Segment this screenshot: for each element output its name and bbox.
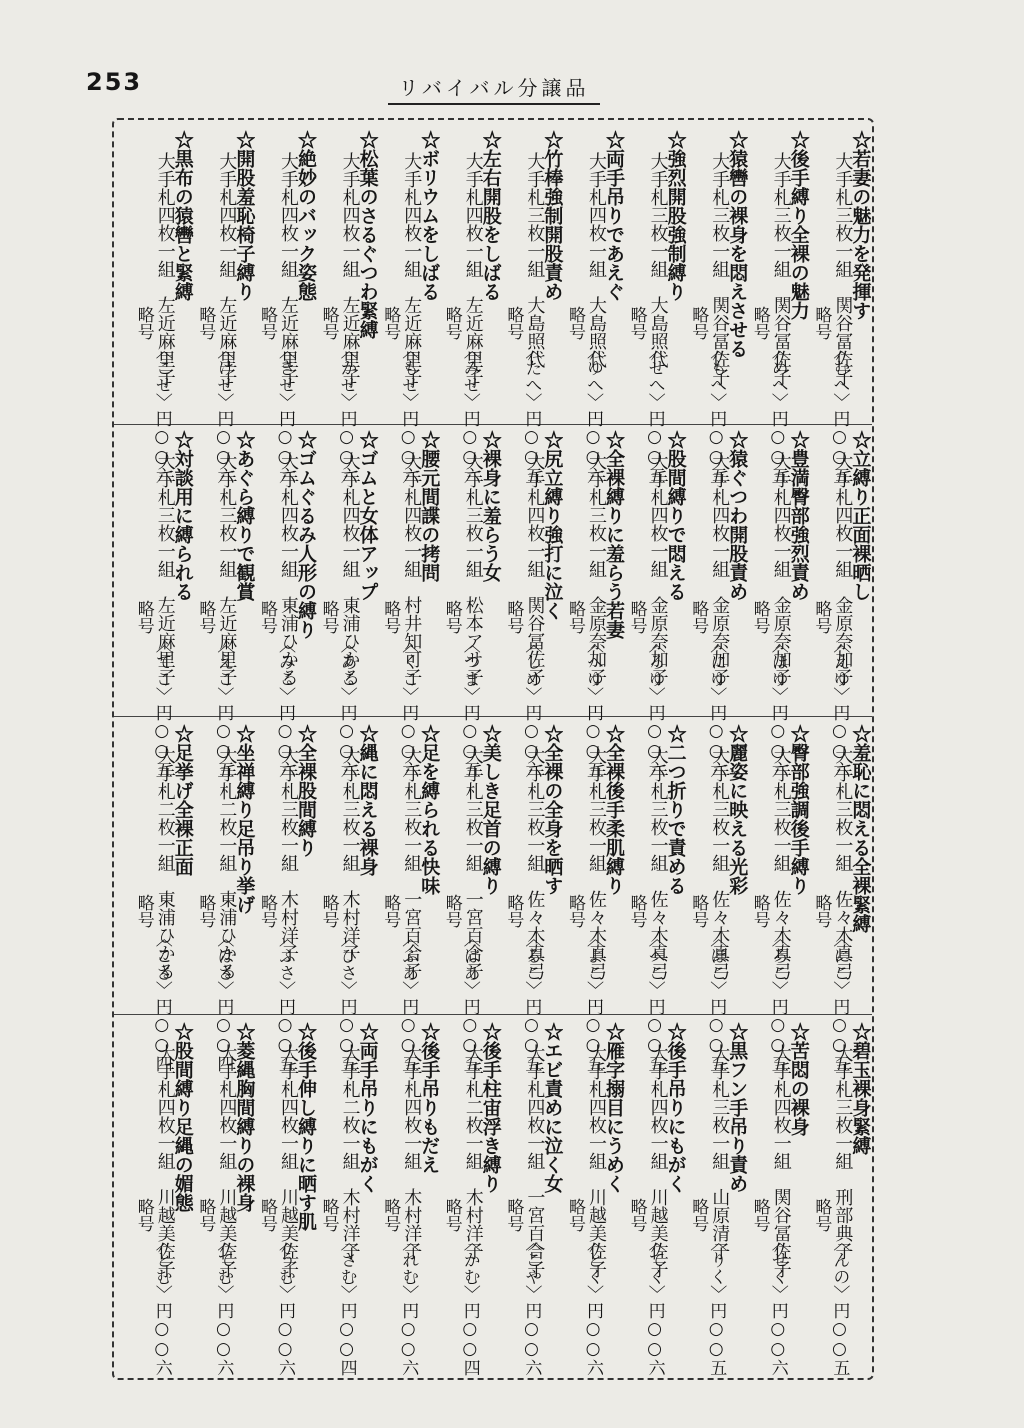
- listing-price: 〈ろゆ〉円○○六: [644, 636, 665, 778]
- listing-price: 〈てむ〉円○○六: [213, 1234, 234, 1376]
- listing-price: 〈ろこ〉円○○五: [767, 930, 788, 1072]
- listing-price: 〈へこ〉円○○五: [644, 930, 665, 1072]
- listing-code: 略号: [257, 1198, 277, 1232]
- listing-entry: [810, 724, 872, 1072]
- listing-code: 略号: [688, 306, 709, 340]
- listing-title: ☆裸身に羞らう女: [479, 430, 502, 582]
- listing-entry: [564, 430, 626, 778]
- listing-title: ☆猿ぐつわ開股責め: [726, 430, 749, 601]
- listing-code: 略号: [503, 600, 524, 634]
- listing-details: 大手札三枚一組 佐々木真弓: [770, 746, 792, 980]
- listing-code: 略号: [565, 1198, 585, 1232]
- listing-code: 略号: [626, 306, 647, 340]
- listing-details: 大手札二枚一組 木村洋子: [339, 1044, 361, 1260]
- listing-details: 大手札三枚一組 金原奈加子: [586, 452, 607, 686]
- listing-code: 略号: [811, 894, 832, 928]
- page-number: 253: [86, 68, 143, 96]
- listing-details: 大手札三枚一組 佐々木真弓: [647, 746, 669, 980]
- listing-code: 略号: [811, 1198, 832, 1232]
- listing-entry: [318, 724, 380, 1072]
- listing-title: ☆足挙げ全裸正面: [171, 724, 194, 876]
- listing-title: ☆後手縛り全裸の魅力: [787, 130, 810, 320]
- listing-details: 大手札四枚一組 金原奈加子: [709, 452, 731, 686]
- listing-price: 〈もせ〉円○○六: [398, 342, 419, 484]
- listing-code: 略号: [257, 894, 277, 928]
- listing-title: ☆黒布の猿轡と緊縛: [171, 130, 194, 301]
- listing-entry: [687, 130, 749, 484]
- listing-details: 大手札四枚一組 大島照代: [586, 152, 607, 368]
- listing-details: 大手札三枚一組 左近麻里子: [216, 452, 238, 686]
- listing-price: 〈うむ〉円○○六: [275, 1234, 295, 1376]
- listing-price: 〈きせ〉円○○六: [275, 342, 295, 484]
- listing-title: ☆股間縛り足縄の媚態: [171, 1022, 194, 1212]
- listing-entry: [749, 430, 811, 778]
- listing-entry: [564, 724, 626, 1072]
- listing-title: ☆両手吊りであえぐ: [603, 130, 625, 301]
- listing-entry: [626, 130, 688, 484]
- listing-title: ☆あぐら縛りで観賞: [233, 430, 256, 601]
- listing-price: 〈れむ〉円○○六: [398, 1234, 419, 1376]
- listing-details: 大手札三枚一組 松本アサ子: [462, 452, 484, 686]
- listing-entry: [379, 430, 441, 778]
- listing-details: 大手札四枚一組 川越美佐子: [154, 1044, 176, 1278]
- listing-title: ☆碧玉裸身緊縛: [849, 1022, 872, 1155]
- listing-title: ☆エビ責めに泣く女: [541, 1022, 564, 1193]
- listing-price: 〈あこ〉円○○六: [336, 636, 357, 778]
- listing-entry: [441, 430, 503, 778]
- listing-details: 大手札三枚一組 一宮百合子: [462, 746, 484, 980]
- listing-details: 大手札四枚一組 金原奈加子: [770, 452, 792, 686]
- listing-price: 〈ほゆ〉円○○六: [767, 636, 788, 778]
- listing-price: 〈にゆ〉円○○六: [706, 636, 727, 778]
- listing-code: 略号: [380, 894, 401, 928]
- listing-title: ☆開股羞恥椅子縛り: [233, 130, 256, 301]
- listing-entry: [687, 430, 749, 778]
- listing-code: 略号: [688, 600, 709, 634]
- listing-entry: [626, 430, 688, 778]
- listing-entry: [810, 430, 872, 778]
- listing-entry: [256, 1022, 318, 1376]
- listing-entry: [749, 130, 811, 484]
- listing-details: 大手札四枚一組 金原奈加子: [647, 452, 669, 686]
- listing-title: ☆豊満臀部強烈責め: [787, 430, 810, 601]
- listing-details: 大手札三枚一組 一宮百合子: [401, 746, 423, 980]
- listing-code: 略号: [257, 306, 277, 340]
- listing-details: 大手札三枚一組 山原清子: [709, 1044, 731, 1260]
- listing-code: 略号: [749, 306, 770, 340]
- listing-price: 〈えゆ〉円○○六: [829, 636, 850, 778]
- listing-code: 略号: [380, 306, 401, 340]
- listing-entry: [502, 1022, 564, 1376]
- listing-price: 〈よこ〉円○○五: [583, 930, 603, 1072]
- listing-code: 略号: [257, 600, 277, 634]
- listing-code: 略号: [503, 306, 524, 340]
- listing-price: 〈もへ〉円○○五: [706, 342, 727, 484]
- listing-title: ☆ゴムぐるみ人形の縛り: [295, 430, 317, 639]
- listing-price: 〈えこ〉円○○五: [213, 636, 234, 778]
- listing-details: 大手札二枚一組 東浦ひかる: [154, 746, 176, 980]
- listing-entry: [502, 430, 564, 778]
- listing-entry: [194, 1022, 256, 1376]
- listing-details: 大手札四枚一組 左近麻里子: [216, 152, 238, 386]
- listing-code: 略号: [133, 306, 154, 340]
- listing-code: 略号: [565, 600, 585, 634]
- listing-title: ☆若妻の魅力を発揮す: [849, 130, 872, 320]
- listing-title: ☆立縛り正面裸晒し: [849, 430, 872, 601]
- listing-entry: [194, 130, 256, 484]
- listing-title: ☆二つ折りで責める: [664, 724, 687, 895]
- listing-title: ☆全裸後手柔肌縛り: [603, 724, 625, 895]
- listing-details: 大手札四枚一組 関谷冨佐子: [524, 452, 546, 686]
- listing-price: 〈てこ〉円○○五: [151, 636, 172, 778]
- listing-details: 大手札三枚一組 木村洋子: [339, 746, 361, 962]
- listing-title: ☆腰元間諜の拷問: [418, 430, 441, 582]
- listing-entry: [318, 130, 380, 484]
- listing-price: 〈かむ〉円○○四: [459, 1234, 480, 1376]
- listing-code: 略号: [195, 894, 216, 928]
- listing-title: ☆絶妙のバック姿態: [295, 130, 317, 301]
- listing-code: 略号: [133, 1198, 154, 1232]
- listing-title: ☆竹棒強制開股責め: [541, 130, 564, 301]
- listing-title: ☆菱縄胸間縛りの裸身: [233, 1022, 256, 1212]
- listing-entry: [687, 1022, 749, 1376]
- listing-price: 〈くこ〉円○○六: [398, 636, 419, 778]
- listing-details: 大手札三枚一組 佐々木真弓: [524, 746, 546, 980]
- listing-price: 〈けせ〉円○○六: [213, 342, 234, 484]
- listing-details: 大手札四枚一組 左近麻里子: [278, 152, 299, 386]
- listing-code: 略号: [626, 894, 647, 928]
- listing-title: ☆対談用に縛られる: [171, 430, 194, 601]
- listing-entry: [133, 130, 195, 484]
- catalog-section: [114, 1022, 872, 1376]
- listing-entry: [441, 1022, 503, 1376]
- listing-title: ☆両手吊りにもがく: [356, 1022, 379, 1193]
- listing-entry: [626, 724, 688, 1072]
- listing-details: 大手札四枚一組 東浦ひかる: [278, 452, 299, 686]
- listing-price: 〈とむ〉円○○六: [151, 1234, 172, 1376]
- listing-price: 〈るこ〉円○○五: [521, 930, 542, 1072]
- listing-code: 略号: [565, 894, 585, 928]
- listing-entry: [810, 1022, 872, 1376]
- listing-details: 大手札四枚一組 左近麻里子: [154, 152, 176, 386]
- listing-details: 大手札三枚一組 関谷冨佐子: [832, 152, 854, 386]
- listing-details: 大手札三枚一組 大島照代: [647, 152, 669, 368]
- listing-title: ☆後手柱宙浮き縛り: [479, 1022, 502, 1193]
- listing-entry: [256, 130, 318, 484]
- listing-details: 大手札三枚一組 佐々木真弓: [709, 746, 731, 980]
- listing-code: 略号: [380, 1198, 401, 1232]
- listing-price: 〈みせ〉円○○六: [459, 342, 480, 484]
- listing-code: 略号: [749, 1198, 770, 1232]
- listing-entry: [256, 430, 318, 778]
- listing-title: ☆強烈開股強制縛り: [664, 130, 687, 301]
- listing-title: ☆後手伸し縛りに晒す肌: [295, 1022, 317, 1231]
- listing-price: 〈かせ〉円○○六: [336, 342, 357, 484]
- listing-details: 大手札三枚一組 大島照代: [524, 152, 546, 368]
- listing-details: 大手札四枚一組 左近麻里子: [462, 152, 484, 386]
- listing-code: 略号: [688, 1198, 709, 1232]
- listing-details: 大手札三枚一組 木村洋子: [278, 746, 299, 962]
- listing-price: 〈んの〉円○○五: [829, 1234, 850, 1376]
- listing-entry: [379, 724, 441, 1072]
- listing-code: 略号: [318, 306, 339, 340]
- listing-title: ☆黒フン手吊り責め: [726, 1022, 749, 1193]
- listing-entry: [626, 1022, 688, 1376]
- listing-entry: [256, 724, 318, 1072]
- listing-price: 〈さむ〉円○○四: [336, 1234, 357, 1376]
- listing-title: ☆ボリウムをしばる: [418, 130, 441, 301]
- listing-price: 〈ほこ〉円○○五: [706, 930, 727, 1072]
- listing-title: ☆美しき足首の縛り: [479, 724, 502, 895]
- listing-details: 大手札四枚一組 川越美佐子: [647, 1044, 669, 1278]
- listing-details: 大手札四枚一組 川越美佐子: [216, 1044, 238, 1278]
- listing-title: ☆雁字搦目にうめく: [603, 1022, 625, 1193]
- listing-price: 〈こや〉円○○六: [521, 1234, 542, 1376]
- listing-entry: [749, 1022, 811, 1376]
- listing-code: 略号: [318, 894, 339, 928]
- listing-title: ☆臀部強調後手縛り: [787, 724, 810, 895]
- listing-title: ☆坐禅縛り足吊り挙げ: [233, 724, 256, 914]
- running-head: リバイバル分譲品: [388, 72, 600, 105]
- catalog-section: [114, 430, 872, 778]
- listing-title: ☆猿轡の裸身を悶えさせる: [726, 130, 749, 358]
- listing-price: 〈てく〉円○○六: [644, 1234, 665, 1376]
- listing-entry: [749, 724, 811, 1072]
- listing-title: ☆全裸股間縛り: [295, 724, 317, 857]
- listing-details: 大手札四枚一組 東浦ひかる: [339, 452, 361, 686]
- listing-details: 大手札三枚一組 左近麻里子: [154, 452, 176, 686]
- listing-entry: [810, 130, 872, 484]
- listing-entry: [194, 724, 256, 1072]
- listing-details: 大手札四枚一組 木村洋子: [401, 1044, 423, 1260]
- listing-entry: [379, 130, 441, 484]
- listing-code: 略号: [811, 306, 832, 340]
- listing-title: ☆足を縛られる快味: [418, 724, 441, 895]
- listing-code: 略号: [626, 600, 647, 634]
- catalog-section: [114, 724, 872, 1072]
- listing-price: 〈はあ〉円○○五: [459, 930, 480, 1072]
- listing-price: 〈こせ〉円○○六: [151, 342, 172, 484]
- listing-price: 〈ゆへ〉円○○六: [583, 342, 603, 484]
- listing-price: 〈せく〉円○○六: [767, 1234, 788, 1376]
- listing-price: 〈ふあ〉円○○五: [398, 930, 419, 1072]
- listing-entry: [687, 724, 749, 1072]
- listing-price: 〈とく〉円○○六: [583, 1234, 603, 1376]
- listing-title: ☆苦悶の裸身: [787, 1022, 810, 1136]
- listing-code: 略号: [195, 600, 216, 634]
- listing-price: 〈りく〉円○○五: [706, 1234, 727, 1376]
- listing-code: 略号: [441, 306, 462, 340]
- listing-price: 〈にこ〉円○○五: [829, 930, 850, 1072]
- listing-price: 〈せへ〉円○○五: [644, 342, 665, 484]
- listing-title: ☆縄に悶える裸身: [356, 724, 379, 876]
- listing-details: 大手札四枚一組 村井知可子: [401, 452, 423, 686]
- listing-price: 〈ひさ〉円○○五: [336, 930, 357, 1072]
- listing-details: 大手札四枚一組 金原奈加子: [832, 452, 854, 686]
- listing-title: ☆左右開股をしばる: [479, 130, 502, 301]
- listing-code: 略号: [133, 600, 154, 634]
- listing-code: 略号: [441, 600, 462, 634]
- listing-details: 大手札三枚一組 関谷冨佐子: [709, 152, 731, 386]
- listing-price: 〈はさ〉円○○四: [213, 930, 234, 1072]
- listing-code: 略号: [441, 894, 462, 928]
- listing-price: 〈たへ〉円○○五: [521, 342, 542, 484]
- listing-entry: [318, 1022, 380, 1376]
- listing-title: ☆後手吊りにもがく: [664, 1022, 687, 1193]
- listing-price: 〈しめ〉円○○六: [521, 636, 542, 778]
- listing-code: 略号: [749, 600, 770, 634]
- listing-code: 略号: [503, 894, 524, 928]
- listing-entry: [379, 1022, 441, 1376]
- listing-price: 〈めへ〉円○○五: [767, 342, 788, 484]
- listing-code: 略号: [811, 600, 832, 634]
- listing-details: 大手札四枚一組 川越美佐子: [278, 1044, 299, 1278]
- listing-code: 略号: [749, 894, 770, 928]
- catalog-section: [114, 130, 872, 484]
- listing-price: 〈へゆ〉円○○五: [583, 636, 603, 778]
- listing-entry: [441, 724, 503, 1072]
- listing-price: 〈こさ〉円○○四: [151, 930, 172, 1072]
- listing-title: ☆全裸の全身を晒す: [541, 724, 564, 895]
- listing-details: 大手札四枚一組 一宮百合子: [524, 1044, 546, 1278]
- listing-details: 大手札二枚一組 東浦ひかる: [216, 746, 238, 980]
- listing-code: 略号: [195, 306, 216, 340]
- listing-details: 大手札四枚一組 左近麻里子: [339, 152, 361, 386]
- listing-details: 大手札二枚一組 木村洋子: [462, 1044, 484, 1260]
- listing-details: 大手札四枚一組 川越美佐子: [586, 1044, 607, 1278]
- listing-entry: [564, 1022, 626, 1376]
- listing-details: 大手札三枚一組 佐々木真弓: [832, 746, 854, 980]
- listing-title: ☆ゴムと女体アップ: [356, 430, 379, 601]
- listing-code: 略号: [565, 306, 585, 340]
- listing-entry: [133, 430, 195, 778]
- listing-entry: [133, 724, 195, 1072]
- listing-title: ☆羞恥に悶える全裸緊縛: [849, 724, 872, 933]
- listing-details: 大手札三枚一組 刑部典子: [832, 1044, 854, 1260]
- listing-code: 略号: [503, 1198, 524, 1232]
- listing-code: 略号: [688, 894, 709, 928]
- listing-code: 略号: [133, 894, 154, 928]
- listing-title: ☆全裸縛りに羞らう若妻: [603, 430, 625, 639]
- listing-price: 〈むへ〉円○○五: [829, 342, 850, 484]
- listing-title: ☆松葉のさるぐつわ緊縛: [356, 130, 379, 339]
- listing-entry: [564, 130, 626, 484]
- listing-title: ☆股間縛りで悶える: [664, 430, 687, 601]
- listing-title: ☆尻立縛り強打に泣く: [541, 430, 564, 620]
- listing-price: 〈ふさ〉円○○五: [275, 930, 295, 1072]
- listing-code: 略号: [626, 1198, 647, 1232]
- listing-details: 大手札三枚一組 佐々木真弓: [586, 746, 607, 980]
- listing-entry: [502, 130, 564, 484]
- listing-price: 〈みこ〉円○○六: [275, 636, 295, 778]
- listing-code: 略号: [318, 600, 339, 634]
- listing-entry: [502, 724, 564, 1072]
- listing-entry: [194, 430, 256, 778]
- listing-price: 〈つま〉円○○五: [459, 636, 480, 778]
- listing-entry: [318, 430, 380, 778]
- listing-code: 略号: [195, 1198, 216, 1232]
- listing-entry: [133, 1022, 195, 1376]
- listing-code: 略号: [380, 600, 401, 634]
- listing-details: 大手札四枚一組 関谷冨佐子: [770, 1044, 792, 1278]
- listing-title: ☆麗姿に映える光彩: [726, 724, 749, 895]
- listing-code: 略号: [441, 1198, 462, 1232]
- listing-title: ☆後手吊りもだえ: [418, 1022, 441, 1174]
- listing-details: 大手札三枚一組 関谷冨佐子: [770, 152, 792, 386]
- listing-details: 大手札四枚一組 左近麻里子: [401, 152, 423, 386]
- listing-code: 略号: [318, 1198, 339, 1232]
- listing-entry: [441, 130, 503, 484]
